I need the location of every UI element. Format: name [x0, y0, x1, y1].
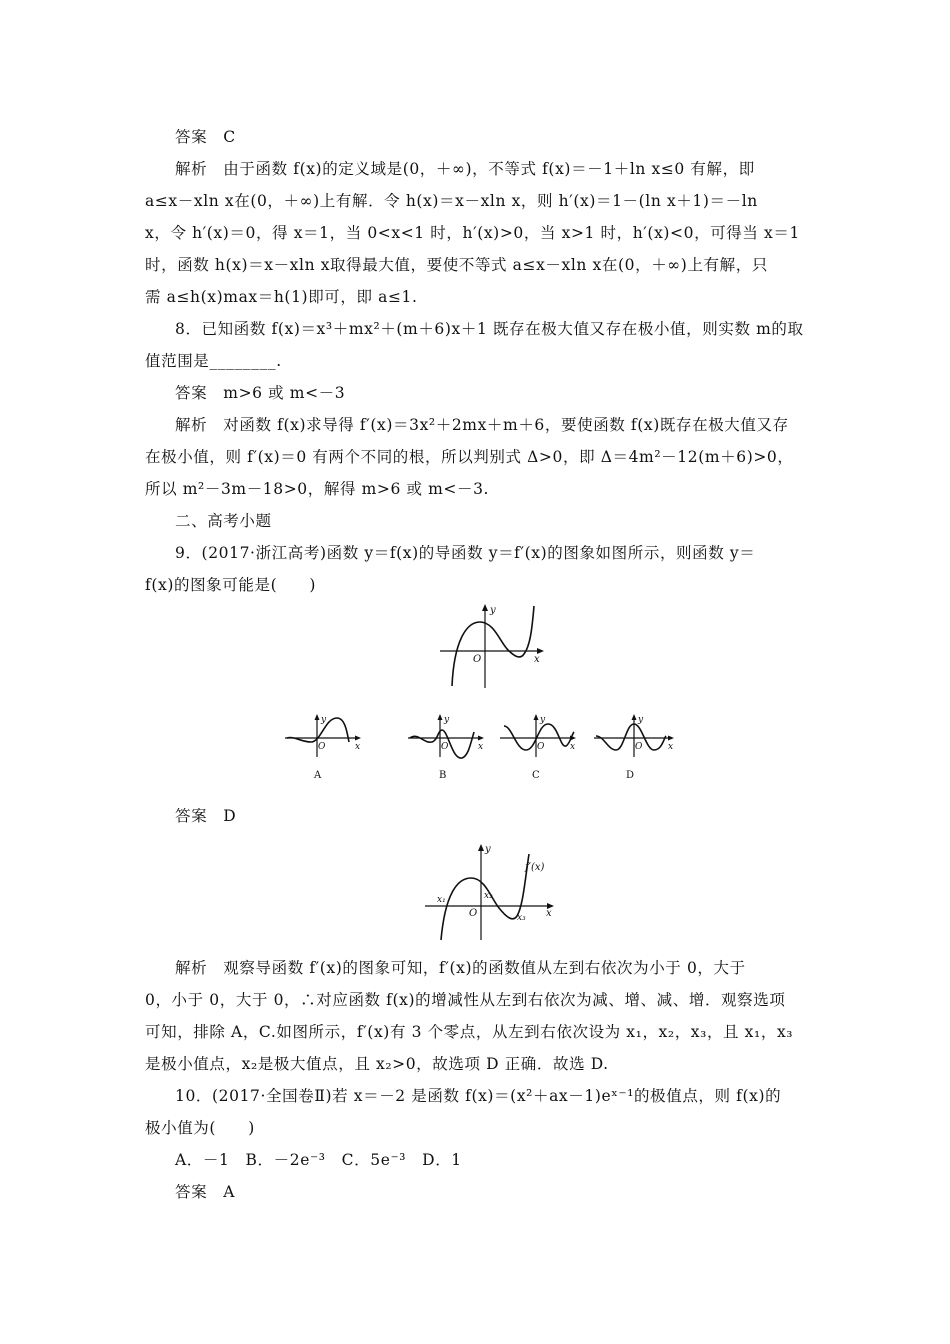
- y-label: y: [490, 605, 496, 616]
- x-label: x: [355, 742, 361, 752]
- q8-analysis-line-3: 所以 m²－3m－18>0，解得 m>6 或 m<－3.: [145, 480, 490, 498]
- y-arrow-icon: [315, 714, 320, 720]
- q10-choices: A．－1 B．－2e⁻³ C．5e⁻³ D．1: [175, 1151, 462, 1169]
- x-arrow-icon: [355, 736, 361, 741]
- q9-derivative-graph: [440, 602, 550, 692]
- x-label: x: [478, 742, 484, 752]
- q9-analysis-line-2: 0，小于 0，大于 0，∴对应函数 f(x)的增减性从左到右依次为减、增、减、增．观察选项: [145, 991, 786, 1009]
- q7-analysis-line-2: a≤x－xln x在(0，＋∞)上有解．令 h(x)＝x－xln x，则 h′(x)＝1－(ln x＋1)＝－ln: [145, 192, 758, 210]
- q8-answer: 答案 m>6 或 m<－3: [175, 384, 346, 402]
- q9-question-line-1: 9．(2017·浙江高考)函数 y＝f(x)的导函数 y＝f′(x)的图象如图所示，则函数 y＝: [175, 544, 756, 562]
- y-axis-arrow-icon: [482, 604, 488, 611]
- derivative-curve: [452, 606, 534, 686]
- zero-x3-label: x₃: [517, 913, 526, 923]
- q7-analysis-line-3: x，令 h′(x)＝0，得 x＝1，当 0<x<1 时，h′(x)>0，当 x>1 时，h′(x)<0，可得当 x＝1: [145, 224, 800, 242]
- origin-label: O: [441, 742, 449, 752]
- q9-analysis-line-4: 是极小值点，x₂是极大值点，且 x₂>0，故选项 D 正确．故选 D.: [145, 1055, 609, 1073]
- y-label: y: [540, 715, 546, 725]
- y-label: y: [444, 715, 450, 725]
- zero-x1-label: x₁: [437, 895, 446, 905]
- x-arrow-icon: [478, 736, 484, 741]
- origin-label: O: [473, 654, 482, 665]
- option-a-label: A: [314, 770, 322, 781]
- y-arrow-icon: [534, 714, 539, 720]
- option-b-label: B: [439, 770, 447, 781]
- q9-question-line-2: f(x)的图象可能是( ): [145, 576, 317, 594]
- q9-option-b-graph: [408, 712, 488, 781]
- y-arrow-icon: [632, 714, 637, 720]
- q8-analysis-line-1: 解析 对函数 f(x)求导得 f′(x)＝3x²＋2mx＋m＋6，要使函数 f(x)既存在极大值又存: [175, 416, 789, 434]
- y-arrow-icon: [438, 714, 443, 720]
- section-title: 二、高考小题: [175, 512, 272, 530]
- q9-answer-graph: [425, 840, 560, 945]
- q7-analysis-line-5: 需 a≤h(x)max＝h(1)即可，即 a≤1.: [145, 288, 418, 306]
- q9-option-a-graph: [285, 712, 365, 781]
- option-d-curve: [596, 724, 666, 750]
- option-d-label: D: [626, 770, 635, 781]
- q9-answer: 答案 D: [175, 807, 237, 825]
- x-label: x: [668, 742, 674, 752]
- y-label: y: [638, 715, 644, 725]
- q10-question-line-2: 极小值为( ): [145, 1119, 255, 1137]
- x-arrow-icon: [668, 736, 674, 741]
- q8-analysis-line-2: 在极小值，则 f′(x)＝0 有两个不同的根，所以判别式 Δ>0，即 Δ＝4m²－12(m＋6)>0，: [145, 448, 794, 466]
- q8-question-line-1: 8．已知函数 f(x)＝x³＋mx²＋(m＋6)x＋1 既存在极大值又存在极小值，则实数 m的取: [175, 320, 804, 338]
- origin-label: O: [537, 742, 545, 752]
- q9-analysis-line-1: 解析 观察导函数 f′(x)的图象可知，f′(x)的函数值从左到右依次为小于 0，大于: [175, 959, 746, 977]
- x-label: x: [534, 654, 540, 665]
- y-axis-arrow-icon: [478, 844, 484, 851]
- q7-analysis-line-1: 解析 由于函数 f(x)的定义域是(0，＋∞)，不等式 f(x)＝－1＋ln x≤0 有解，即: [175, 160, 755, 178]
- q9-analysis-line-3: 可知，排除 A，C.如图所示，f′(x)有 3 个零点，从左到右依次设为 x₁，x₂，x₃，且 x₁，x₃: [145, 1023, 794, 1041]
- option-c-label: C: [532, 770, 540, 781]
- q9-option-d-graph: [594, 712, 679, 781]
- origin-label: O: [469, 908, 478, 919]
- q7-answer: 答案 C: [175, 128, 236, 146]
- y-label: y: [321, 715, 327, 725]
- zero-x2-label: x₂: [484, 891, 493, 901]
- q10-answer: 答案 A: [175, 1183, 236, 1201]
- origin-label: O: [318, 742, 326, 752]
- q7-analysis-line-4: 时，函数 h(x)＝x－xln x取得最大值，要使不等式 a≤x－xln x在(0，＋∞)上有解，只: [145, 256, 768, 274]
- q9-option-c-graph: [500, 712, 580, 781]
- x-label: x: [570, 742, 576, 752]
- x-label: x: [546, 908, 552, 919]
- q8-question-line-2: 值范围是________.: [145, 352, 282, 370]
- origin-label: O: [635, 742, 643, 752]
- y-label: y: [485, 844, 491, 855]
- curve-label: f′(x): [525, 862, 545, 873]
- q10-question-line-1: 10．(2017·全国卷Ⅱ)若 x＝－2 是函数 f(x)＝(x²＋ax－1)eˣ⁻¹的极值点，则 f(x)的: [175, 1087, 782, 1105]
